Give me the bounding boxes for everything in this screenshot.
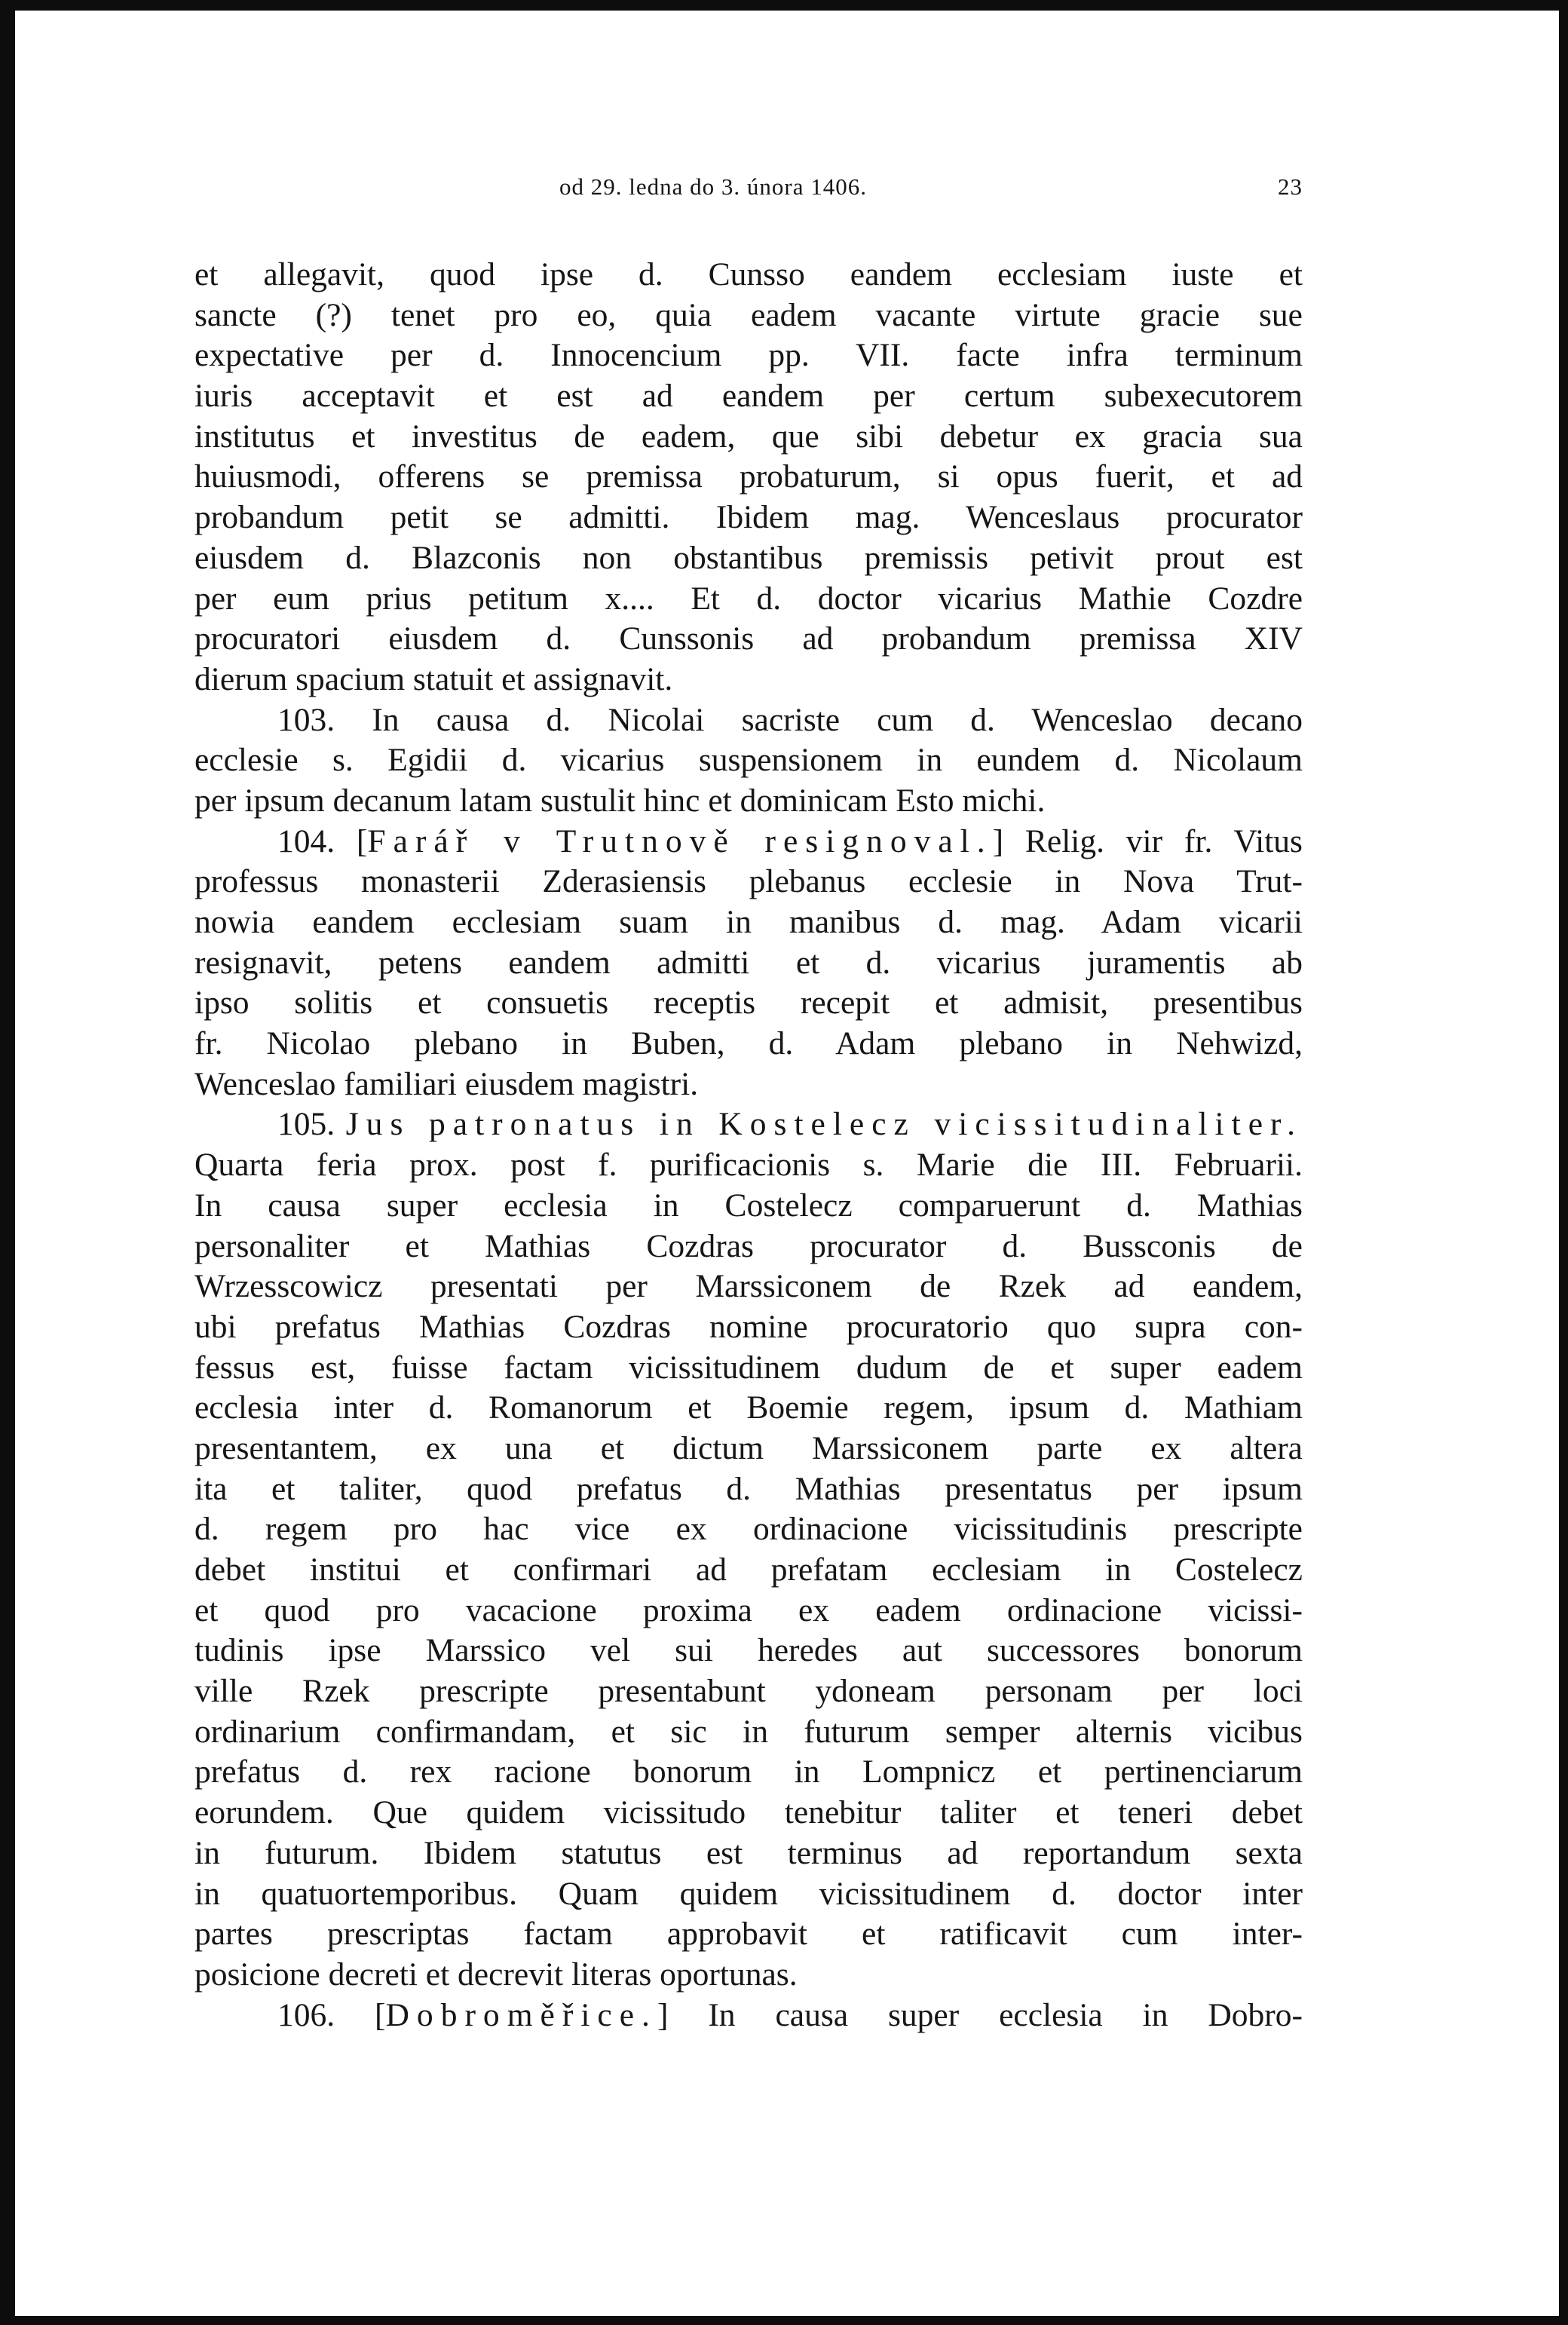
text-line: nowia eandem ecclesiam suam in manibus d. mag. Adam vicarii [194, 904, 1303, 940]
text-line: huiusmodi, offerens se premissa probaturum, si opus fuerit, et ad [194, 458, 1303, 495]
text-line: posicione decreti et decrevit literas oportunas. [194, 1956, 798, 1993]
text-line: resignavit, petens eandem admitti et d. vicarius juramentis ab [194, 944, 1303, 981]
text-line: probandum petit se admitti. Ibidem mag. Wenceslaus procurator [194, 499, 1303, 536]
rubric-heading: Farář v Trutnově resignoval. [367, 822, 993, 859]
paragraph-103-start: 103. In causa d. Nicolai sacriste cum d. Wenceslao decano [277, 701, 1303, 738]
text-line: ecclesia inter d. Romanorum et Boemie regem, ipsum d. Mathiam [194, 1389, 1303, 1426]
text-line: dierum spacium statuit et assignavit. [194, 660, 673, 697]
text-line: ita et taliter, quod prefatus d. Mathias presentatus per ipsum [194, 1470, 1303, 1507]
text-line: ipso solitis et consuetis receptis recepit et admisit, presentibus [194, 985, 1303, 1022]
paragraph-105-start [194, 1104, 1303, 1145]
text-line: prefatus d. rex racione bonorum in Lompnicz et pertinenciarum [194, 1754, 1303, 1790]
text-line: in futurum. Ibidem statutus est terminus ad reportandum sexta [194, 1834, 1303, 1871]
text-line: In causa super ecclesia in Costelecz comparuerunt d. Mathias [194, 1187, 1303, 1224]
text-line: ordinarium confirmandam, et sic in futurum semper alternis vicibus [194, 1713, 1303, 1750]
scan-edge-right [1559, 0, 1568, 2325]
text-line: et allegavit, quod ipse d. Cunsso eandem ecclesiam iuste et [194, 256, 1303, 293]
paragraph-106-start [194, 1996, 1303, 2036]
text-line: ecclesie s. Egidii d. vicarius suspensionem in eundem d. Nicolaum [194, 742, 1303, 779]
entry-number: 104. [ [277, 822, 368, 859]
text-line: per eum prius petitum x.... Et d. doctor vicarius Mathie Cozdre [194, 580, 1303, 617]
entry-number: 106. [ [277, 1996, 386, 2033]
text-line: tudinis ipse Marssico vel sui heredes aut successores bonorum [194, 1632, 1303, 1669]
text-line: debet institui et confirmari ad prefatam ecclesiam in Costelecz [194, 1552, 1303, 1588]
text-line: d. regem pro hac vice ex ordinacione vicissitudinis prescripte [194, 1511, 1303, 1548]
text-run: ] Relig. vir fr. Vitus [992, 822, 1303, 859]
text-line: in quatuortemporibus. Quam quidem vicissitudinem d. doctor inter [194, 1875, 1303, 1912]
entry-number: 105. [277, 1106, 346, 1143]
text-line: eiusdem d. Blazconis non obstantibus premissis petivit prout est [194, 539, 1303, 576]
page-number: 23 [1278, 173, 1303, 200]
text-run: ] In causa super ecclesia in Dobro- [657, 1996, 1303, 2033]
running-title: od 29. ledna do 3. února 1406. [559, 173, 867, 200]
text-line: presentantem, ex una et dictum Marssiconem parte ex altera [194, 1429, 1303, 1466]
text-line: et quod pro vacacione proxima ex eadem ordinacione vicissi- [194, 1591, 1303, 1628]
text-line: expectative per d. Innocencium pp. VII. facte infra terminum [194, 337, 1303, 374]
text-line: fr. Nicolao plebano in Buben, d. Adam plebano in Nehwizd, [194, 1025, 1303, 1062]
text-line: personaliter et Mathias Cozdras procurator d. Bussconis de [194, 1227, 1303, 1264]
scan-edge-top [0, 0, 1568, 11]
text-line: iuris acceptavit et est ad eandem per certum subexecutorem [194, 378, 1303, 415]
scan-edge-bottom [0, 2316, 1568, 2325]
text-line: partes prescriptas factam approbavit et ratificavit cum inter- [194, 1916, 1303, 1953]
text-line: Wenceslao familiari eiusdem magistri. [194, 1065, 699, 1102]
text-line: institutus et investitus de eadem, que sibi debetur ex gracia sua [194, 418, 1303, 455]
page-header [194, 173, 1303, 207]
text-line: professus monasterii Zderasiensis plebanus ecclesie in Nova Trut- [194, 863, 1303, 900]
text-line: eorundem. Que quidem vicissitudo tenebitur taliter et teneri debet [194, 1794, 1303, 1831]
text-line: fessus est, fuisse factam vicissitudinem dudum de et super eadem [194, 1349, 1303, 1386]
paragraph-104-start [194, 822, 1303, 862]
text-line: ville Rzek prescripte presentabunt ydoneam personam per loci [194, 1673, 1303, 1710]
text-line: ubi prefatus Mathias Cozdras nomine procuratorio quo supra con- [194, 1308, 1303, 1345]
rubric-heading: Jus patronatus in Kostelecz vicissitudinaliter. [345, 1106, 1303, 1143]
text-line: sancte (?) tenet pro eo, quia eadem vacante virtute gracie sue [194, 296, 1303, 333]
text-line: Wrzesscowicz presentati per Marssiconem de Rzek ad eandem, [194, 1268, 1303, 1305]
scan-edge-left [0, 0, 15, 2325]
text-line: procuratori eiusdem d. Cunssonis ad probandum premissa XIV [194, 620, 1303, 657]
body-text [194, 255, 1303, 2036]
rubric-heading: Dobroměřice. [385, 1996, 657, 2033]
text-line: per ipsum decanum latam sustulit hinc et dominicam Esto michi. [194, 782, 1046, 819]
text-line: Quarta feria prox. post f. purificacionis s. Marie die III. Februarii. [194, 1147, 1303, 1184]
